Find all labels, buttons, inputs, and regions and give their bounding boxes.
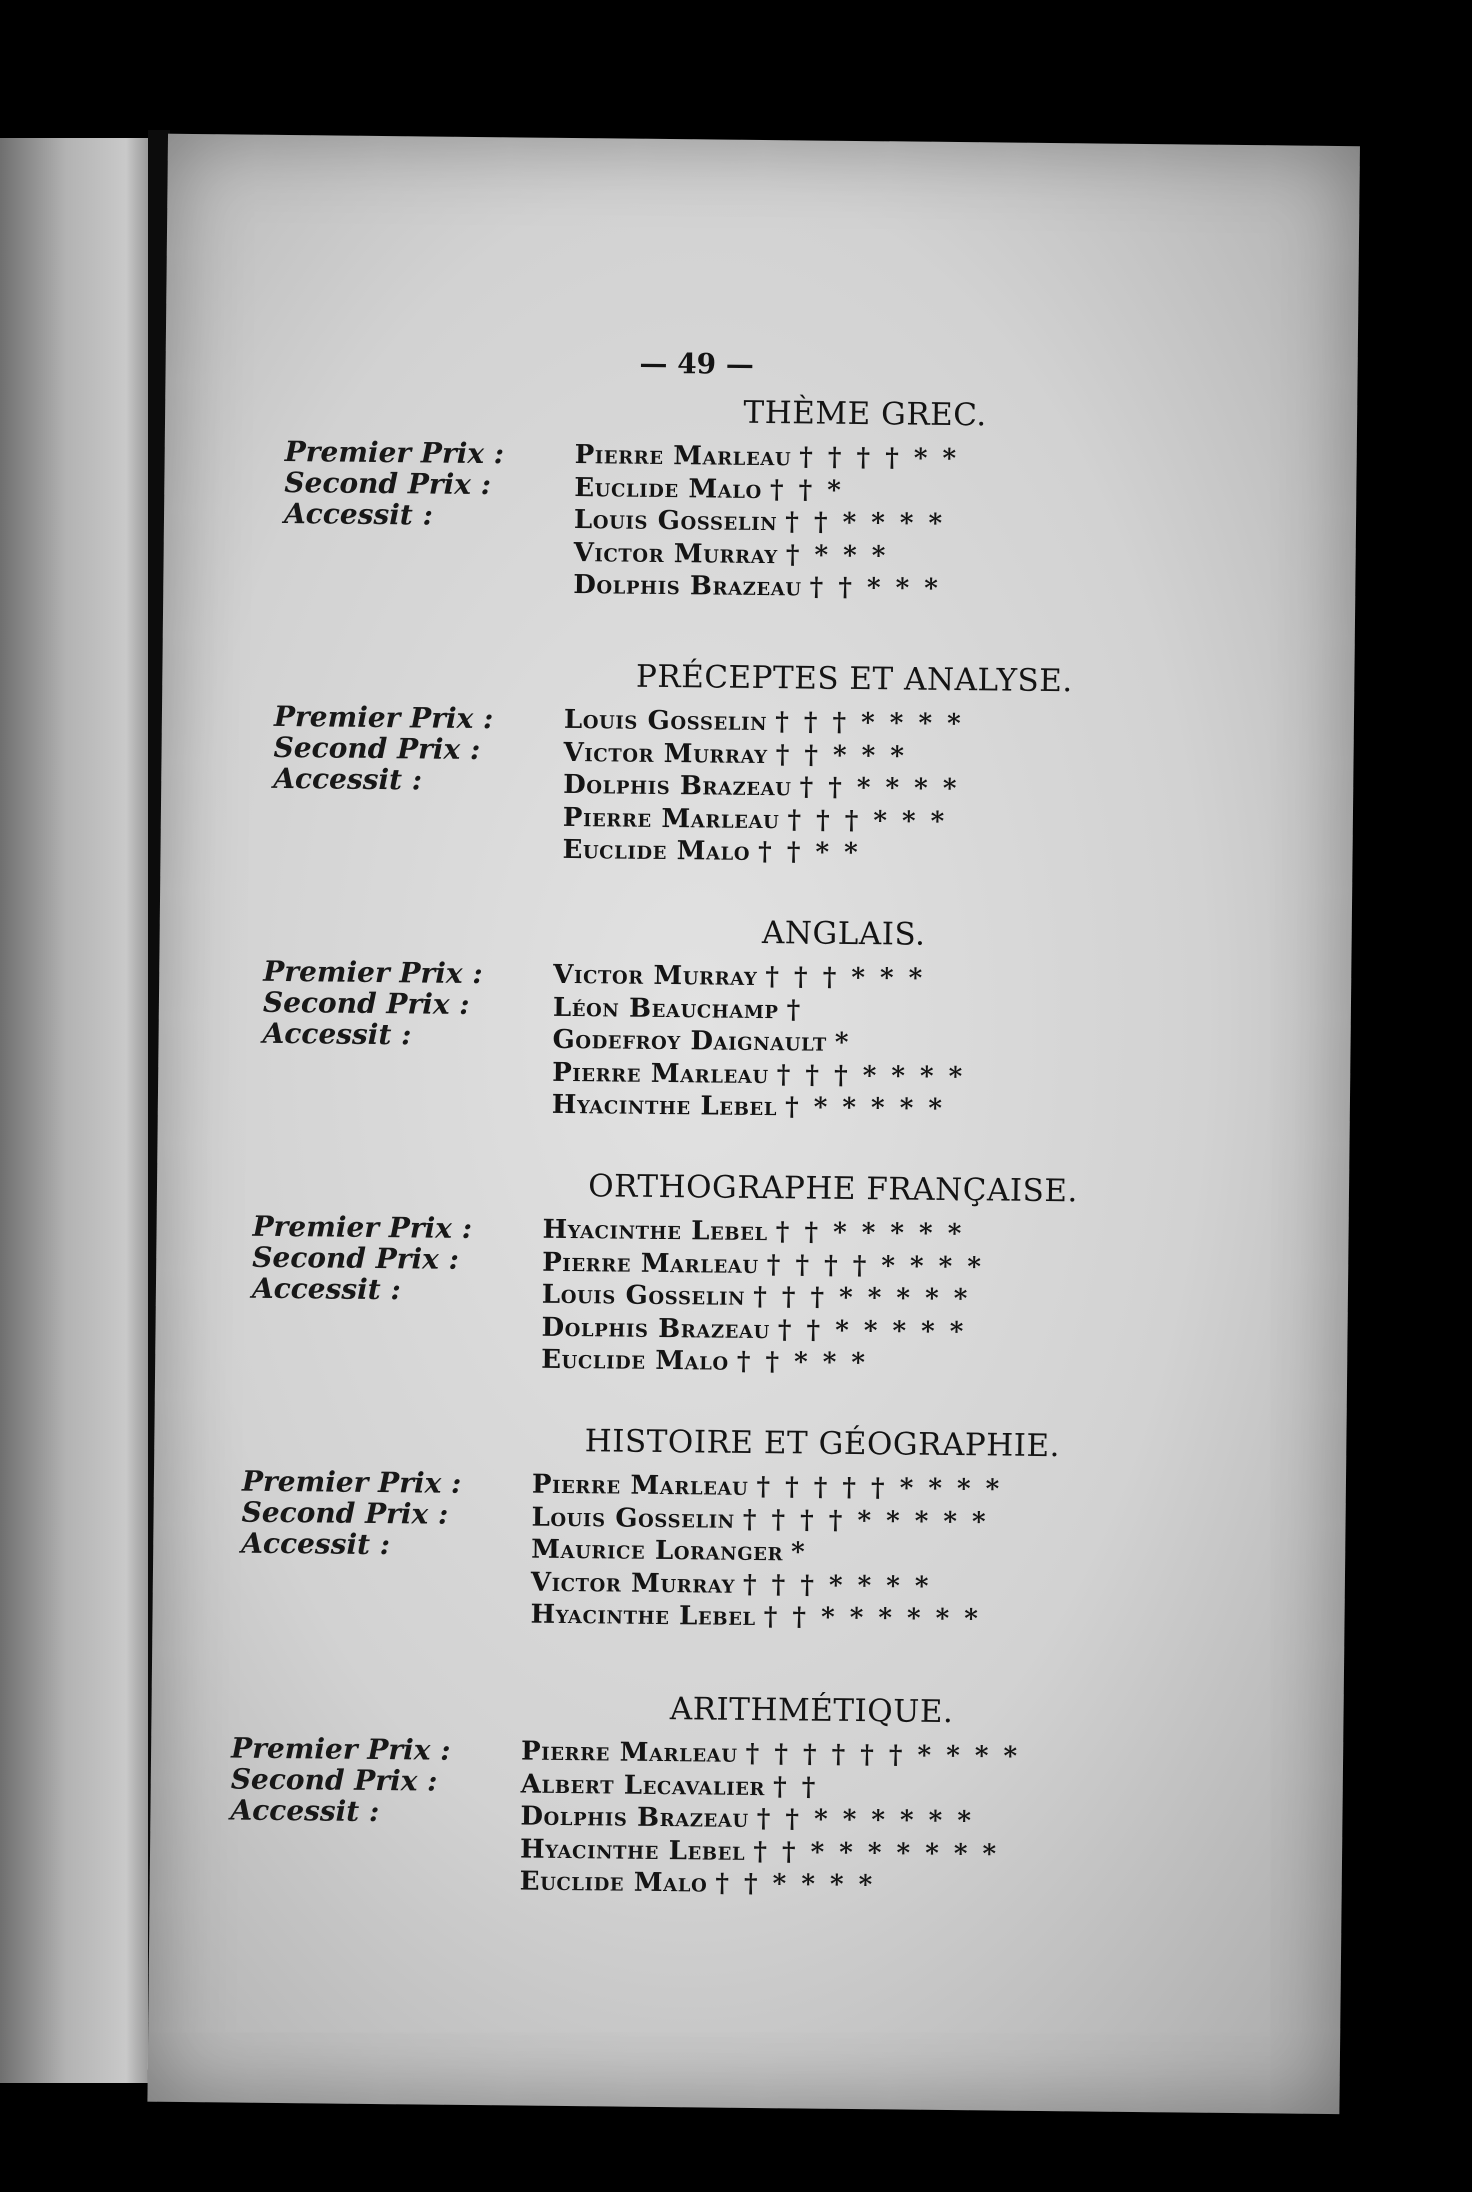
- second-prize-label: Second Prix :: [252, 1240, 460, 1276]
- accessit-label: Accessit :: [273, 761, 423, 797]
- second-prize-label: Second Prix :: [262, 985, 470, 1021]
- merit-marks: † † † * * * *: [775, 707, 964, 740]
- prize-list: [251, 1211, 1213, 1384]
- winner-name: Pierre Marleau: [520, 1736, 738, 1769]
- merit-marks: *: [834, 1027, 852, 1058]
- second-prize-label: Second Prix :: [230, 1762, 438, 1798]
- first-prize-label: Premier Prix :: [284, 434, 505, 471]
- merit-marks: † * * *: [785, 539, 889, 571]
- winner-entry: [552, 1089, 1222, 1129]
- winner-name: Pierre Marleau: [542, 1247, 759, 1280]
- merit-marks: † † † * * * * *: [752, 1281, 971, 1315]
- winner-names: [573, 439, 1245, 609]
- accessit-label: Accessit :: [283, 496, 434, 532]
- winner-name: Euclide Malo: [574, 472, 763, 505]
- winner-names: [520, 1736, 1192, 1906]
- prize-list: [240, 1466, 1202, 1639]
- prize-labels: [273, 701, 514, 797]
- winner-names: [552, 959, 1224, 1129]
- merit-marks: † * * * * *: [784, 1092, 946, 1124]
- merit-marks: † † * * *: [809, 572, 941, 604]
- merit-marks: † † * * * * * *: [756, 1804, 975, 1837]
- winner-names: [562, 704, 1234, 874]
- winner-name: Pierre Marleau: [574, 440, 792, 473]
- merit-marks: † † † * * * *: [742, 1569, 932, 1602]
- accessit-label: Accessit :: [230, 1793, 380, 1829]
- winner-name: Léon Beauchamp: [552, 992, 779, 1025]
- winner-name: Hyacinthe Lebel: [551, 1089, 778, 1123]
- prize-labels: [230, 1733, 471, 1829]
- merit-marks: † † † * * * *: [776, 1059, 966, 1092]
- winner-name: Dolphis Brazeau: [563, 769, 792, 803]
- merit-marks: † † * * *: [775, 739, 908, 772]
- page-number: — 49 —: [639, 346, 755, 381]
- merit-marks: † † * * * *: [799, 772, 960, 805]
- winner-name: Louis Gosselin: [541, 1279, 746, 1312]
- book-page: [147, 134, 1360, 2114]
- winner-name: Euclide Malo: [541, 1344, 729, 1377]
- second-prize-label: Second Prix :: [241, 1495, 449, 1531]
- winner-name: Dolphis Brazeau: [520, 1801, 749, 1834]
- merit-marks: † † † † * *: [799, 442, 960, 475]
- second-prize-label: Second Prix :: [273, 730, 481, 767]
- winner-name: Godefroy Daignault: [552, 1024, 828, 1058]
- accessit-label: Accessit :: [262, 1016, 412, 1052]
- winner-name: Hyacinthe Lebel: [519, 1834, 746, 1867]
- merit-marks: † † † † † † * * * *: [745, 1738, 1021, 1772]
- merit-marks: † † * * * * * *: [763, 1602, 982, 1635]
- prize-labels: [252, 1211, 493, 1307]
- winner-name: Pierre Marleau: [531, 1469, 749, 1502]
- winner-name: Victor Murray: [553, 959, 758, 992]
- left-page-edge: [0, 138, 148, 2083]
- section-anglais: [262, 910, 1224, 1129]
- merit-marks: †: [786, 994, 804, 1025]
- winner-name: Euclide Malo: [519, 1866, 708, 1899]
- accessit-label: Accessit :: [251, 1271, 401, 1307]
- merit-marks: † † * * * *: [715, 1868, 876, 1901]
- first-prize-label: Premier Prix :: [241, 1464, 462, 1500]
- prize-list: [272, 701, 1234, 874]
- section-histoire-et-geographie: [240, 1420, 1202, 1639]
- merit-marks: † † † † * * * *: [766, 1249, 985, 1282]
- first-prize-label: Premier Prix :: [263, 954, 483, 991]
- prize-list: [230, 1733, 1192, 1906]
- winner-name: Louis Gosselin: [531, 1502, 735, 1535]
- prize-list: [283, 436, 1245, 609]
- first-prize-label: Premier Prix :: [252, 1209, 473, 1246]
- winner-entry: [530, 1599, 1200, 1639]
- winner-name: Pierre Marleau: [562, 802, 780, 835]
- winner-name: Louis Gosselin: [573, 505, 778, 538]
- merit-marks: † † † † * * * * *: [742, 1504, 989, 1537]
- section-title: PRÉCEPTES ET ANALYSE.: [635, 658, 1073, 700]
- prize-list: [262, 956, 1224, 1129]
- winner-names: [530, 1469, 1202, 1639]
- second-prize-label: Second Prix :: [284, 465, 492, 502]
- section-orthographe-francaise: [251, 1165, 1213, 1384]
- winner-name: Louis Gosselin: [563, 704, 768, 738]
- winner-name: Maurice Loranger: [531, 1534, 784, 1568]
- prize-labels: [284, 436, 525, 532]
- section-preceptes-et-analyse: [272, 655, 1234, 874]
- section-title: ORTHOGRAPHE FRANÇAISE.: [588, 1168, 1079, 1210]
- winner-name: Victor Murray: [530, 1567, 736, 1600]
- winner-name: Dolphis Brazeau: [573, 570, 802, 603]
- section-theme-grec: [283, 390, 1245, 609]
- winner-name: Victor Murray: [563, 737, 768, 770]
- section-title: ARITHMÉTIQUE.: [669, 1691, 954, 1731]
- merit-marks: † † † * * *: [787, 804, 948, 837]
- merit-marks: † † * * * *: [785, 507, 946, 539]
- winner-name: Pierre Marleau: [552, 1057, 769, 1090]
- merit-marks: † † * * * * *: [777, 1314, 967, 1347]
- winner-entry: [520, 1866, 1190, 1906]
- prize-labels: [241, 1466, 482, 1562]
- winner-entry: [541, 1344, 1211, 1384]
- section-title: HISTOIRE ET GÉOGRAPHIE.: [584, 1423, 1061, 1465]
- section-title: ANGLAIS.: [761, 915, 926, 953]
- merit-marks: † † * * * * * * *: [753, 1836, 1000, 1870]
- winner-name: Hyacinthe Lebel: [542, 1214, 768, 1248]
- merit-marks: † † *: [769, 474, 844, 506]
- first-prize-label: Premier Prix :: [273, 699, 494, 736]
- merit-marks: *: [790, 1537, 808, 1568]
- merit-marks: † † † † † * * * *: [756, 1471, 1003, 1505]
- merit-marks: † † † * * *: [765, 962, 926, 994]
- section-arithmetique: [230, 1687, 1192, 1906]
- merit-marks: † † * *: [757, 836, 861, 869]
- first-prize-label: Premier Prix :: [230, 1731, 451, 1767]
- winner-entry: [562, 834, 1232, 874]
- winner-name: Dolphis Brazeau: [541, 1312, 771, 1345]
- winner-name: Hyacinthe Lebel: [530, 1599, 756, 1632]
- merit-marks: † † * * * * *: [775, 1217, 965, 1250]
- accessit-label: Accessit :: [241, 1526, 391, 1562]
- winner-entry: [573, 569, 1243, 609]
- winner-names: [541, 1214, 1213, 1384]
- winner-name: Euclide Malo: [562, 834, 751, 867]
- merit-marks: † †: [772, 1771, 819, 1803]
- prize-labels: [262, 956, 503, 1052]
- winner-name: Albert Lecavalier: [520, 1769, 766, 1802]
- section-title: THÈME GREC.: [743, 394, 987, 434]
- winner-name: Victor Murray: [573, 537, 778, 570]
- merit-marks: † † * * *: [736, 1346, 869, 1379]
